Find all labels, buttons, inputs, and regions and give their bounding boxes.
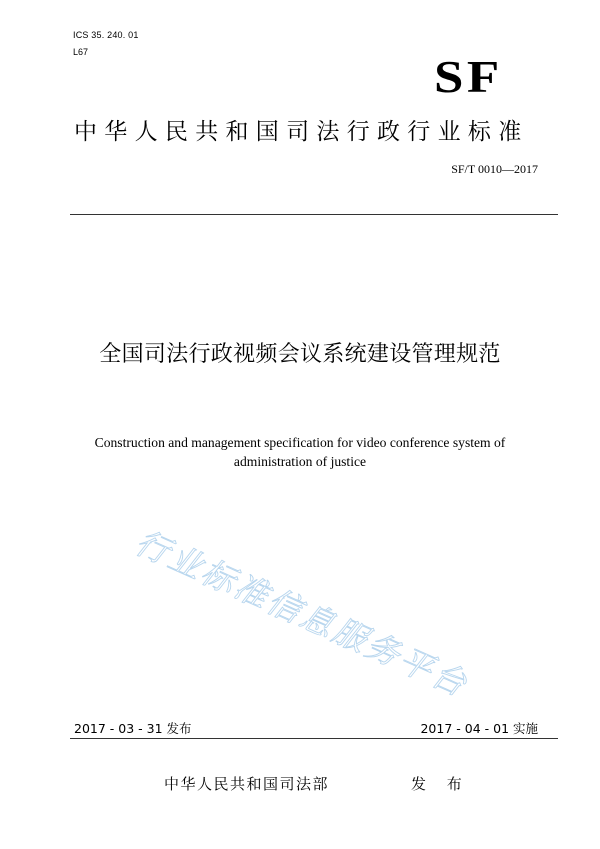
issuing-authority: 中华人民共和国司法部 bbox=[164, 775, 330, 793]
publish-label: 发 布 bbox=[411, 775, 470, 793]
issue-date: 2017 - 03 - 31 发布 bbox=[74, 721, 192, 736]
ccs-code: L67 bbox=[73, 47, 89, 57]
implementation-date: 2017 - 04 - 01 实施 bbox=[420, 721, 538, 736]
document-title-english bbox=[0, 433, 600, 471]
ics-code: ICS 35. 240. 01 bbox=[73, 30, 139, 40]
watermark: 行业标准信息服务平台 bbox=[129, 522, 475, 705]
standard-type-heading: 中华人民共和国司法行政行业标准 bbox=[74, 119, 529, 145]
english-title-line-2: administration of justice bbox=[233, 454, 367, 469]
standard-code: SF/T 0010—2017 bbox=[451, 162, 538, 176]
sf-logo: SF bbox=[434, 51, 503, 102]
footer-divider bbox=[70, 738, 558, 739]
english-title-line-1: Construction and management specification for video conference system of bbox=[94, 435, 506, 450]
header-divider bbox=[70, 214, 558, 215]
document-title-chinese: 全国司法行政视频会议系统建设管理规范 bbox=[99, 342, 501, 367]
